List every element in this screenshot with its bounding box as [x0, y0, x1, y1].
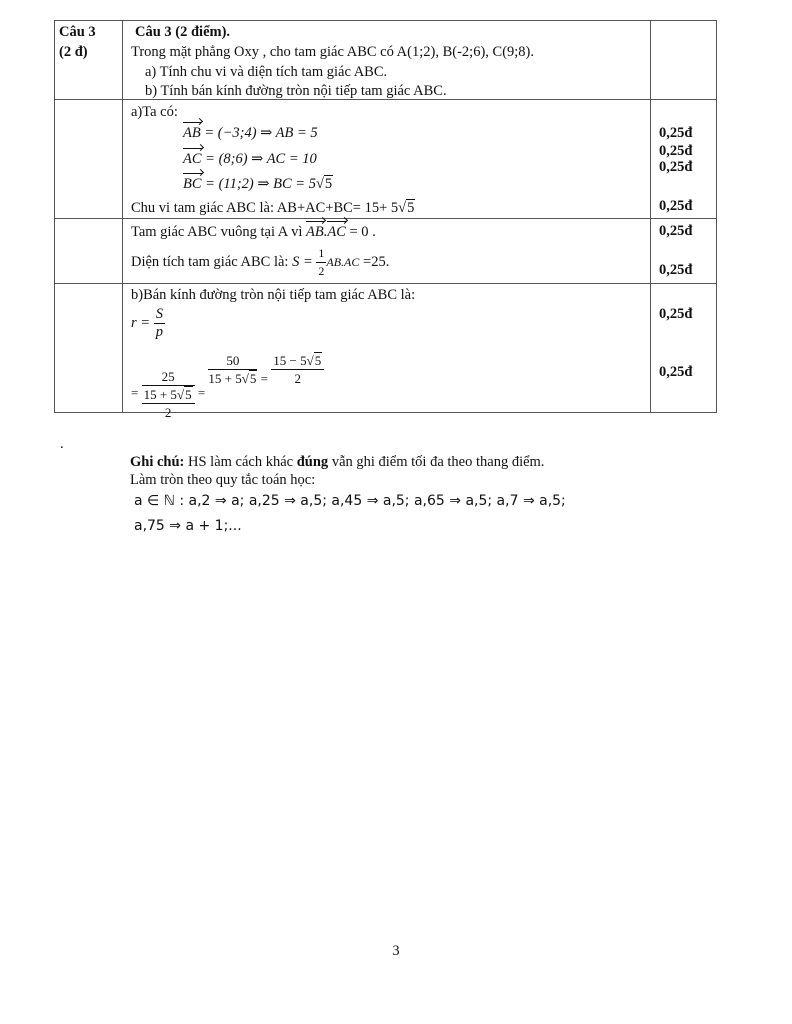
- part-a-intro: a)Ta có:: [131, 104, 178, 120]
- grading-table: [54, 20, 717, 420]
- note-rounding-rules-2: a,75 ⇒ a + 1;...: [134, 518, 242, 534]
- question-points: (2 đ): [59, 44, 88, 60]
- score: 0,25đ: [659, 223, 693, 239]
- part-a2-cell: [123, 219, 651, 284]
- note-line-1: Ghi chú: HS làm cách khác đúng vẫn ghi điểm tối đa theo thang điểm.: [130, 454, 545, 470]
- fraction-3: $\frac{15 - 5√5}{2}$: [271, 352, 324, 387]
- perimeter-line: Chu vi tam giác ABC là: AB+AC+BC= 15+ 5√5: [131, 200, 415, 216]
- score: 0,25đ: [659, 306, 693, 322]
- part-a1-cell: [123, 100, 651, 219]
- header-row: [55, 21, 717, 100]
- note-rounding-rules-1: a ∈ ℕ : a,2 ⇒ a; a,25 ⇒ a,5; a,45 ⇒ a,5; a,65 ⇒ a,5; a,7 ⇒ a,5;: [134, 493, 566, 509]
- header-points-cell: [651, 21, 717, 100]
- radius-calculation: = $\frac{25}{\frac{15 + 5√5}{2}}$ = $\frac{50}{15 + 5√5}$ = $\frac{15 - 5√5}{2}$: [131, 352, 324, 421]
- item-b: b) Tính bán kính đường tròn nội tiếp tam giác ABC.: [145, 83, 447, 99]
- formula-ab: AB = (−3;4) ⇒ AB = 5: [183, 125, 318, 141]
- question-title: Câu 3 (2 điểm).: [135, 24, 231, 40]
- radius-fraction: $\frac{S}{p}$: [155, 306, 163, 340]
- score: 0,25đ: [659, 198, 693, 214]
- problem-statement: Trong mặt phẳng Oxy , cho tam giác ABC có A(1;2), B(-2;6), C(9;8).: [131, 44, 535, 60]
- score: 0,25đ: [659, 262, 693, 278]
- problem-cell: [123, 21, 651, 100]
- item-a: a) Tính chu vi và diện tích tam giác ABC.: [145, 64, 388, 80]
- score: 0,25đ: [659, 159, 693, 175]
- part-b-cell: [123, 284, 651, 420]
- right-angle-line: Tam giác ABC vuông tại A vì AB.AC = 0 .: [131, 224, 376, 240]
- area-line: Diện tích tam giác ABC là: S = $\frac{1}{2}$ AB.AC =25.: [131, 246, 390, 279]
- question-label-cell: [55, 21, 123, 100]
- part-a2-row: [55, 219, 717, 284]
- page-number: 3: [392, 943, 400, 959]
- fraction-1: $\frac{25}{\frac{15 + 5√5}{2}}$: [142, 368, 195, 421]
- radius-formula: r = $\frac{S}{p}$: [131, 306, 163, 340]
- note-line-2: Làm tròn theo quy tắc toán học:: [130, 472, 316, 488]
- fraction-2: $\frac{50}{15 + 5√5}$: [208, 353, 257, 386]
- part-a1-points-cell: [651, 100, 717, 219]
- score: 0,25đ: [659, 143, 693, 159]
- score: 0,25đ: [659, 364, 693, 380]
- formula-bc: BC = (11;2) ⇒ BC = 5√5: [183, 176, 333, 192]
- stray-dot: .: [60, 436, 64, 452]
- part-a2-points-cell: [651, 219, 717, 284]
- part-b-points-cell: [651, 284, 717, 413]
- score: 0,25đ: [659, 125, 693, 141]
- part-b-row: [55, 284, 717, 413]
- area-fraction: $\frac{1}{2}$: [318, 246, 325, 279]
- formula-ac: AC = (8;6) ⇒ AC = 10: [183, 151, 317, 167]
- part-a1-row: [55, 100, 717, 219]
- question-label: Câu 3: [59, 24, 96, 40]
- part-b-intro: b)Bán kính đường tròn nội tiếp tam giác ABC là:: [131, 287, 416, 303]
